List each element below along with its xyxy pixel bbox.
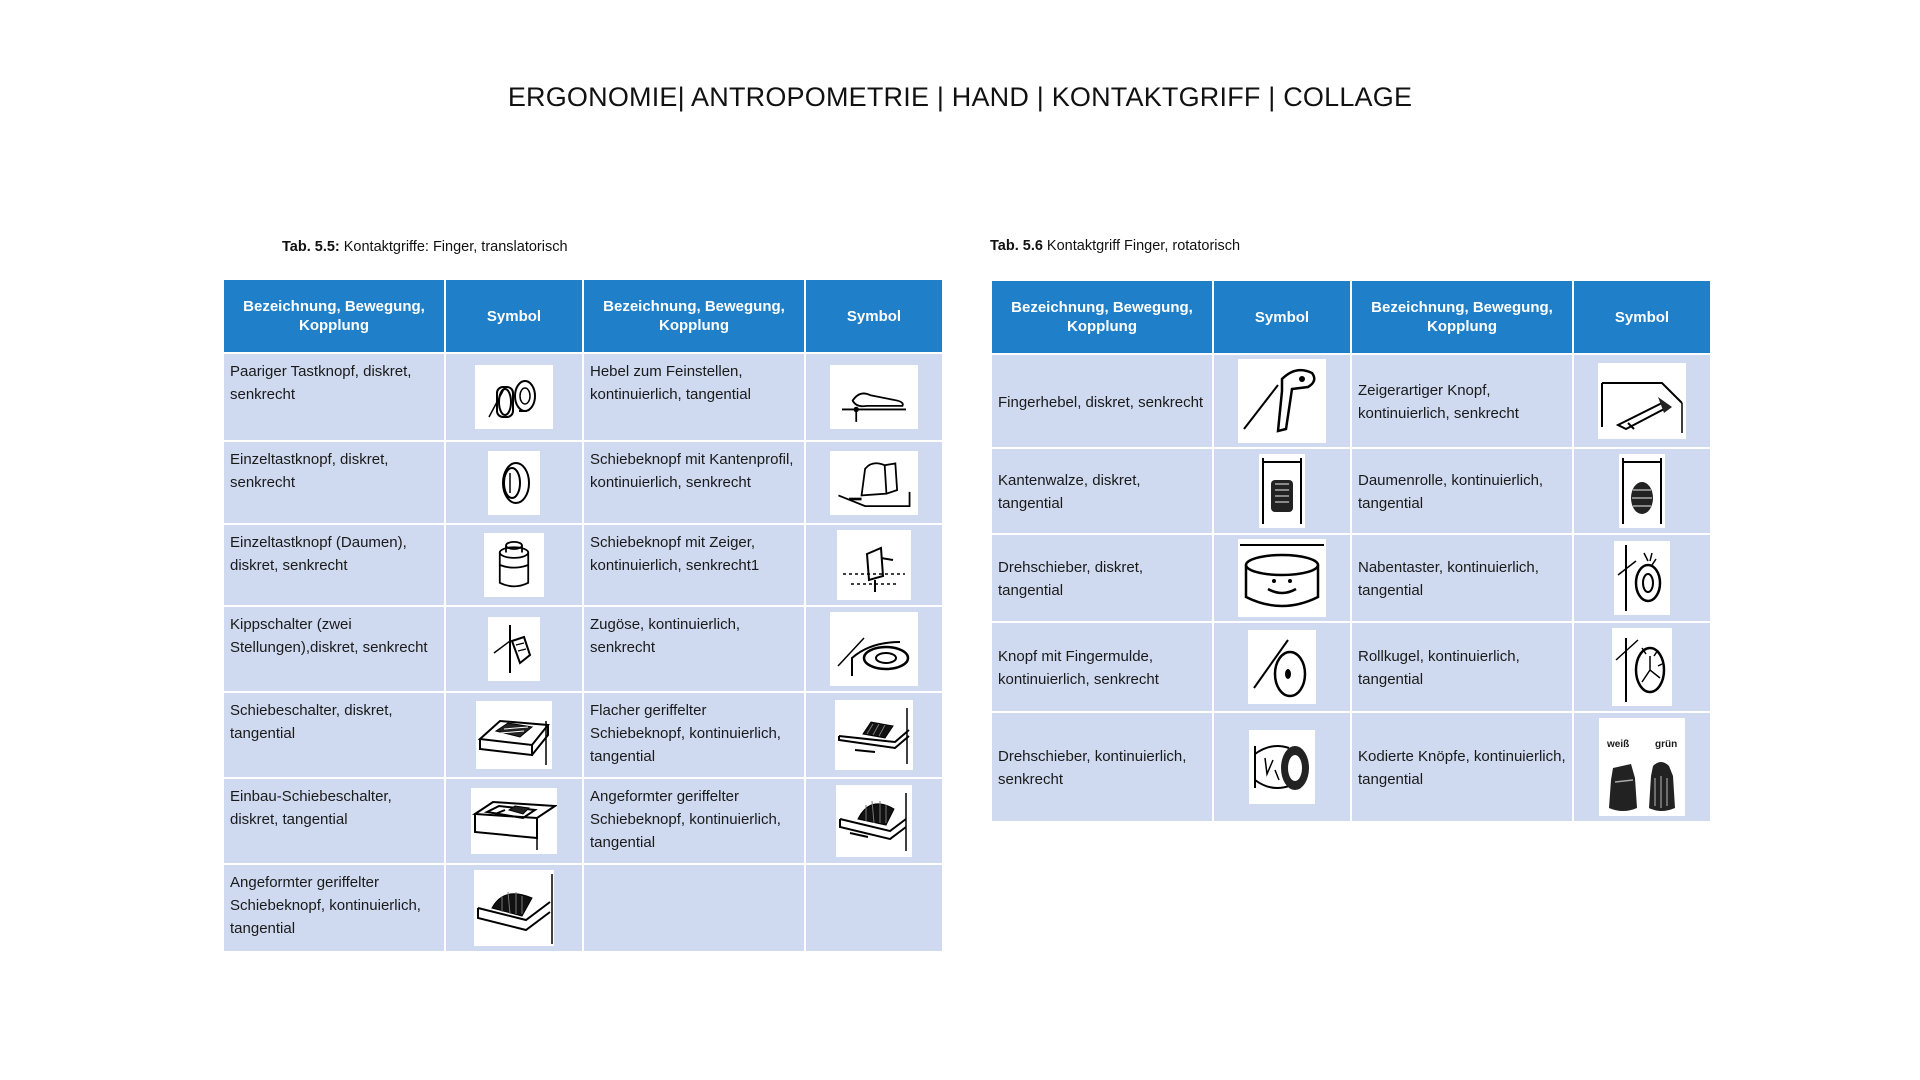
description-cell: Drehschieber, diskret, tangential <box>991 534 1213 622</box>
description-cell: Zeigerartiger Knopf, kontinuierlich, senkrecht <box>1351 354 1573 448</box>
symbol-cell <box>445 692 583 778</box>
description-cell: Fingerhebel, diskret, senkrecht <box>991 354 1213 448</box>
description-cell: Kippschalter (zwei Stellungen),diskret, senkrecht <box>223 606 445 692</box>
thumb-push-button-icon <box>484 533 544 597</box>
finger-lever-icon <box>1238 359 1326 443</box>
pointer-knob-icon <box>1598 363 1686 439</box>
table-row <box>223 606 943 692</box>
description-cell: Paariger Tastknopf, diskret, senkrecht <box>223 353 445 441</box>
column-header: Bezeichnung, Bewegung, Kopplung <box>1351 280 1573 354</box>
description-cell: Einzeltastknopf, diskret, senkrecht <box>223 441 445 524</box>
symbol-cell <box>1213 448 1351 534</box>
symbol-cell <box>445 778 583 864</box>
knob-label-white: weiß <box>1607 739 1630 750</box>
description-cell: Hebel zum Feinstellen, kontinuierlich, tangential <box>583 353 805 441</box>
rotary-slide-icon <box>1238 539 1326 617</box>
description-cell: Knopf mit Fingermulde, kontinuierlich, senkrecht <box>991 622 1213 712</box>
paired-push-button-icon <box>475 365 553 429</box>
right-table-caption <box>990 238 1240 254</box>
thumb-wheel-icon <box>1619 454 1665 528</box>
description-cell: Rollkugel, kontinuierlich, tangential <box>1351 622 1573 712</box>
hub-button-icon <box>1614 541 1670 615</box>
symbol-cell <box>1213 354 1351 448</box>
symbol-cell <box>1213 712 1351 822</box>
column-header: Symbol <box>445 279 583 353</box>
description-cell: Schiebeknopf mit Kantenprofil, kontinuierlich, senkrecht <box>583 441 805 524</box>
symbol-cell <box>805 606 943 692</box>
description-cell: Flacher geriffelter Schiebeknopf, kontinuierlich, tangential <box>583 692 805 778</box>
table-row <box>991 622 1711 712</box>
table-row <box>991 712 1711 822</box>
coded-knobs-icon <box>1599 718 1685 816</box>
description-cell: Drehschieber, kontinuierlich, senkrecht <box>991 712 1213 822</box>
column-header: Bezeichnung, Bewegung, Kopplung <box>991 280 1213 354</box>
symbol-cell <box>1573 712 1711 822</box>
left-table-caption <box>282 239 568 255</box>
pointer-slide-knob-icon <box>837 530 911 600</box>
symbol-cell <box>1213 534 1351 622</box>
table-row <box>991 534 1711 622</box>
column-header: Symbol <box>1573 280 1711 354</box>
symbol-cell <box>805 441 943 524</box>
caption-text: Kontaktgriff Finger, rotatorisch <box>1046 238 1241 254</box>
description-cell: Daumenrolle, kontinuierlich, tangential <box>1351 448 1573 534</box>
symbol-cell <box>1573 622 1711 712</box>
trackball-icon <box>1612 628 1672 706</box>
table-row <box>223 441 943 524</box>
description-cell: Kantenwalze, diskret, tangential <box>991 448 1213 534</box>
symbol-cell <box>1573 354 1711 448</box>
table-header-row <box>991 280 1711 354</box>
profiled-slide-knob-icon <box>830 451 918 515</box>
symbol-cell <box>1213 622 1351 712</box>
right-table <box>990 279 1712 823</box>
caption-text: Kontaktgriffe: Finger, translatorisch <box>343 239 568 255</box>
description-cell <box>583 864 805 952</box>
caption-number: Tab. 5.5: <box>282 239 340 255</box>
symbol-cell <box>445 353 583 441</box>
symbol-cell <box>805 524 943 606</box>
column-header: Bezeichnung, Bewegung, Kopplung <box>583 279 805 353</box>
symbol-cell <box>805 692 943 778</box>
molded-ribbed-slide-knob-icon <box>474 870 554 946</box>
symbol-cell <box>805 864 943 952</box>
description-cell: Angeformter geriffelter Schiebeknopf, kontinuierlich, tangential <box>583 778 805 864</box>
page-title: ERGONOMIE| ANTROPOMETRIE | HAND | KONTAKTGRIFF | COLLAGE <box>507 82 1413 112</box>
molded-ribbed-slide-knob-icon <box>836 785 912 857</box>
toggle-switch-icon <box>488 617 540 681</box>
table-header-row <box>223 279 943 353</box>
caption-number: Tab. 5.6 <box>990 238 1043 254</box>
symbol-cell <box>1573 534 1711 622</box>
symbol-cell <box>445 524 583 606</box>
table-row <box>223 778 943 864</box>
table-row <box>991 354 1711 448</box>
table-row <box>223 353 943 441</box>
symbol-cell <box>445 441 583 524</box>
description-cell: Kodierte Knöpfe, kontinuierlich, tangential <box>1351 712 1573 822</box>
description-cell: Schiebeknopf mit Zeiger, kontinuierlich, senkrecht1 <box>583 524 805 606</box>
built-in-slide-switch-icon <box>471 788 557 854</box>
table-row <box>223 692 943 778</box>
table-row <box>991 448 1711 534</box>
symbol-cell <box>445 606 583 692</box>
symbol-cell <box>1573 448 1711 534</box>
flat-ribbed-slide-knob-icon <box>835 700 913 770</box>
fine-adjust-lever-icon <box>830 365 918 429</box>
edge-roller-icon <box>1259 454 1305 528</box>
finger-recess-knob-icon <box>1248 630 1316 704</box>
column-header: Bezeichnung, Bewegung, Kopplung <box>223 279 445 353</box>
pull-ring-icon <box>830 612 918 686</box>
description-cell: Angeformter geriffelter Schiebeknopf, kontinuierlich, tangential <box>223 864 445 952</box>
symbol-cell <box>805 353 943 441</box>
knob-label-green: grün <box>1655 739 1678 750</box>
continuous-rotary-slide-icon <box>1249 730 1315 804</box>
description-cell: Einzeltastknopf (Daumen), diskret, senkrecht <box>223 524 445 606</box>
left-table <box>222 278 944 953</box>
single-push-button-icon <box>488 451 540 515</box>
description-cell: Einbau-Schiebeschalter, diskret, tangential <box>223 778 445 864</box>
symbol-cell <box>445 864 583 952</box>
column-header: Symbol <box>1213 280 1351 354</box>
table-row <box>223 864 943 952</box>
symbol-cell <box>805 778 943 864</box>
description-cell: Schiebeschalter, diskret, tangential <box>223 692 445 778</box>
table-row <box>223 524 943 606</box>
slide-switch-icon <box>476 701 552 769</box>
column-header: Symbol <box>805 279 943 353</box>
description-cell: Zugöse, kontinuierlich, senkrecht <box>583 606 805 692</box>
description-cell: Nabentaster, kontinuierlich, tangential <box>1351 534 1573 622</box>
